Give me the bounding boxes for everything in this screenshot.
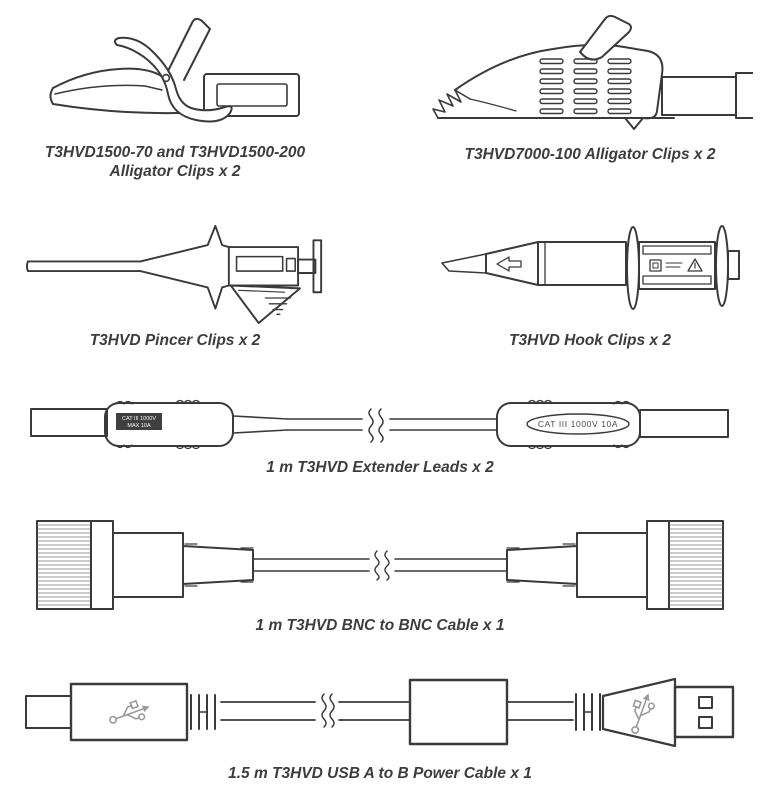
usb-b-nose [26,696,71,728]
tiny-label-text [666,263,682,267]
clip-strap [115,38,232,122]
figure-block-alligator-1500 [20,14,330,181]
spring-notch [625,118,643,129]
hook-blade [442,254,486,273]
extender-lead-drawing [30,398,730,452]
figure-block-alligator-7000 [425,14,755,164]
jaw-mouth-line [55,85,162,94]
usb-a-contact [699,717,712,728]
figure-block-bnc [35,517,725,635]
pincer-caption: T3HVD Pincer Clips x 2 [89,332,261,349]
strain-relief [507,546,577,584]
jaw-teeth [433,90,470,118]
clip-strap [580,16,631,60]
usb-wire [221,702,315,720]
cable-break-icon [375,551,389,580]
cable-boot [662,77,736,115]
usb-icon [625,690,658,736]
connector-body [113,533,183,597]
alligator-clip-1500-drawing [45,14,305,140]
upper-jaw [53,69,163,88]
finger-guard [716,226,728,306]
cable-break-icon [322,694,334,727]
banana-plug-shaft [31,409,107,436]
figure-block-hook [430,223,750,350]
finger-guard [627,227,639,309]
ferrite-bead [410,680,507,744]
strain-relief [183,546,253,584]
caption-line-1: T3HVD1500-70 and T3HVD1500-200 [44,144,306,161]
knurl-texture [670,525,722,605]
connector-body [577,533,647,597]
barrel [538,242,626,285]
usb-a-overmold [603,679,675,746]
probe-rod [27,261,140,271]
figure-block-usb [25,674,735,783]
caption-line-2: Alligator Clips x 2 [109,163,241,180]
hook-caption: T3HVD Hook Clips x 2 [509,332,671,349]
coax-cable [253,559,369,571]
usb-a-shell [675,687,733,737]
rating-badge [650,260,661,271]
banana-plug-shaft [640,410,728,437]
hook-clip-drawing [440,223,740,315]
alligator-7000-caption: T3HVD7000-100 Alligator Clips x 2 [464,146,716,163]
cat-rating-label-line1: CAT III 1000V [121,416,157,422]
figure-block-pincer [20,221,330,350]
knurl-texture [38,525,90,605]
left-arrow-icon [497,257,521,271]
usb-caption: 1.5 m T3HVD USB A to B Power Cable x 1 [228,765,532,782]
usb-cable-drawing [25,674,735,752]
cable-break-icon [369,409,383,442]
bnc-caption: 1 m T3HVD BNC to BNC Cable x 1 [255,617,505,634]
figure-block-extender [30,398,730,477]
usb-a-contact [699,697,712,708]
clip-body [229,247,298,285]
alligator-1500-caption [20,143,330,181]
cat-rating-text: CAT III 1000V 10A [537,419,619,429]
tip-cone [486,242,538,285]
cat-rating-label-line2: MAX 10A [127,423,151,429]
usb-icon [107,697,153,730]
pincer-clip-drawing [25,221,325,325]
bnc-cable-drawing [35,517,725,613]
grip-vent-slots [540,59,631,114]
extender-caption: 1 m T3HVD Extender Leads x 2 [266,459,494,476]
usb-b-plug [71,684,187,740]
lead-wire [288,419,362,430]
alligator-clip-7000-drawing [428,14,753,136]
clip-lever [166,19,210,80]
